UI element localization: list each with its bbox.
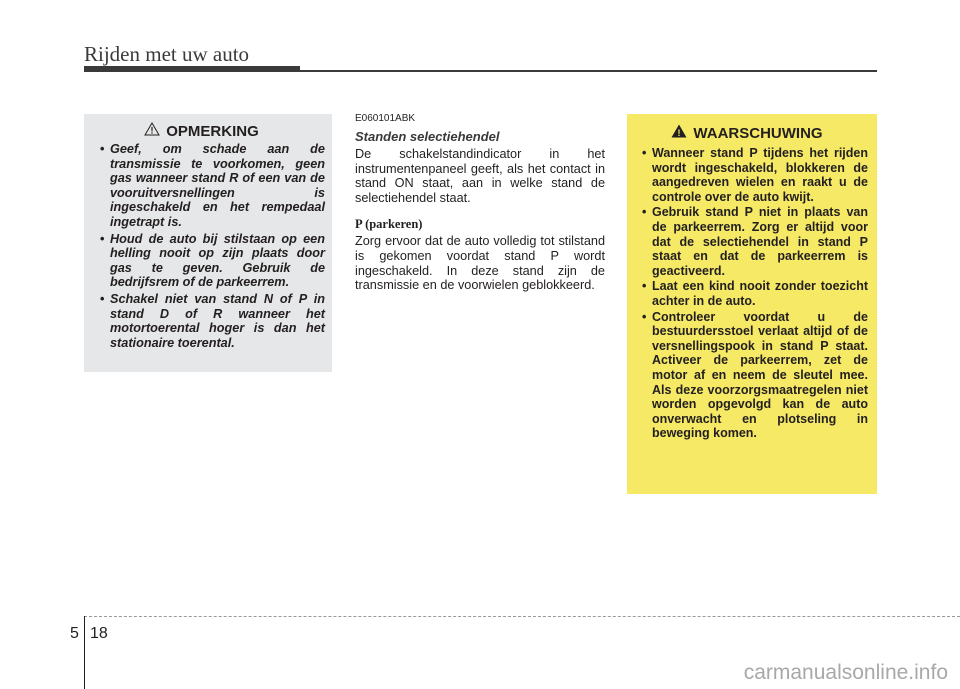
warning-triangle-icon [671, 124, 687, 142]
svg-text:!: ! [150, 125, 154, 136]
warning-box [627, 114, 877, 494]
section-subheading: Standen selectiehendel [355, 129, 500, 144]
warning-item: • Laat een kind nooit zonder toezicht achter in de auto. [636, 279, 868, 308]
note-list [92, 142, 325, 350]
note-heading-label: OPMERKING [166, 122, 259, 140]
warning-heading [626, 124, 868, 142]
footer-divider [84, 616, 85, 689]
note-item: • Schakel niet van stand N of P in stand D of R wanneer het motortoerental hoger is dan het stationaire toerental. [92, 292, 325, 350]
note-heading [78, 122, 325, 140]
warning-item: • Gebruik stand P niet in plaats van de parkeerrem. Zorg er altijd voor dat de selectiehendel in stand P staat en dat de parkeerrem is geactiveerd. [636, 205, 868, 278]
watermark: carmanualsonline.info [743, 661, 948, 684]
note-box [84, 114, 332, 372]
note-item: • Geef, om schade aan de transmissie te voorkomen, geen gas wanneer stand R of een van de vooruitversnellingen is ingeschakeld en het rempedaal ingetrapt is. [92, 142, 325, 230]
intro-paragraph: De schakelstandindicator in het instrumentenpaneel geeft, als het contact in stand ON staat, aan in welke stand de selectiehendel staat. [355, 147, 605, 205]
footer-rule [84, 616, 960, 617]
header-rule-thick [84, 66, 300, 72]
park-paragraph: Zorg ervoor dat de auto volledig tot stilstand is gekomen voordat stand P wordt ingeschakeld. In deze stand zijn de transmissie en de voorwielen geblokkeerd. [355, 234, 605, 293]
page-number: 18 [90, 625, 108, 642]
section-code: E060101ABK [355, 113, 416, 124]
park-heading: P (parkeren) [355, 217, 423, 232]
header-rule-thin [300, 70, 877, 72]
warning-list [636, 146, 868, 441]
main-column [355, 113, 605, 293]
page-header-title: Rijden met uw auto [84, 42, 250, 66]
chapter-number: 5 [70, 625, 79, 642]
note-item: • Houd de auto bij stilstaan op een helling nooit op zijn plaats door gas te geven. Gebruik de bedrijfsrem of de parkeerrem. [92, 232, 325, 290]
warning-heading-label: WAARSCHUWING [693, 124, 823, 142]
warning-item: • Controleer voordat u de bestuurdersstoel verlaat altijd of de versnellingspook in stand P staat. Activeer de parkeerrem, zet de motor af en neem de sleutel mee. Als deze voorzorgsmaatregelen niet worden opgevolgd kan de auto onverwacht en plotseling in beweging komen. [636, 310, 868, 441]
caution-triangle-icon [144, 122, 160, 140]
warning-item: • Wanneer stand P tijdens het rijden wordt ingeschakeld, blokkeren de aangedreven wielen en raakt u de controle over de auto kwijt. [636, 146, 868, 204]
svg-text:!: ! [677, 128, 681, 138]
